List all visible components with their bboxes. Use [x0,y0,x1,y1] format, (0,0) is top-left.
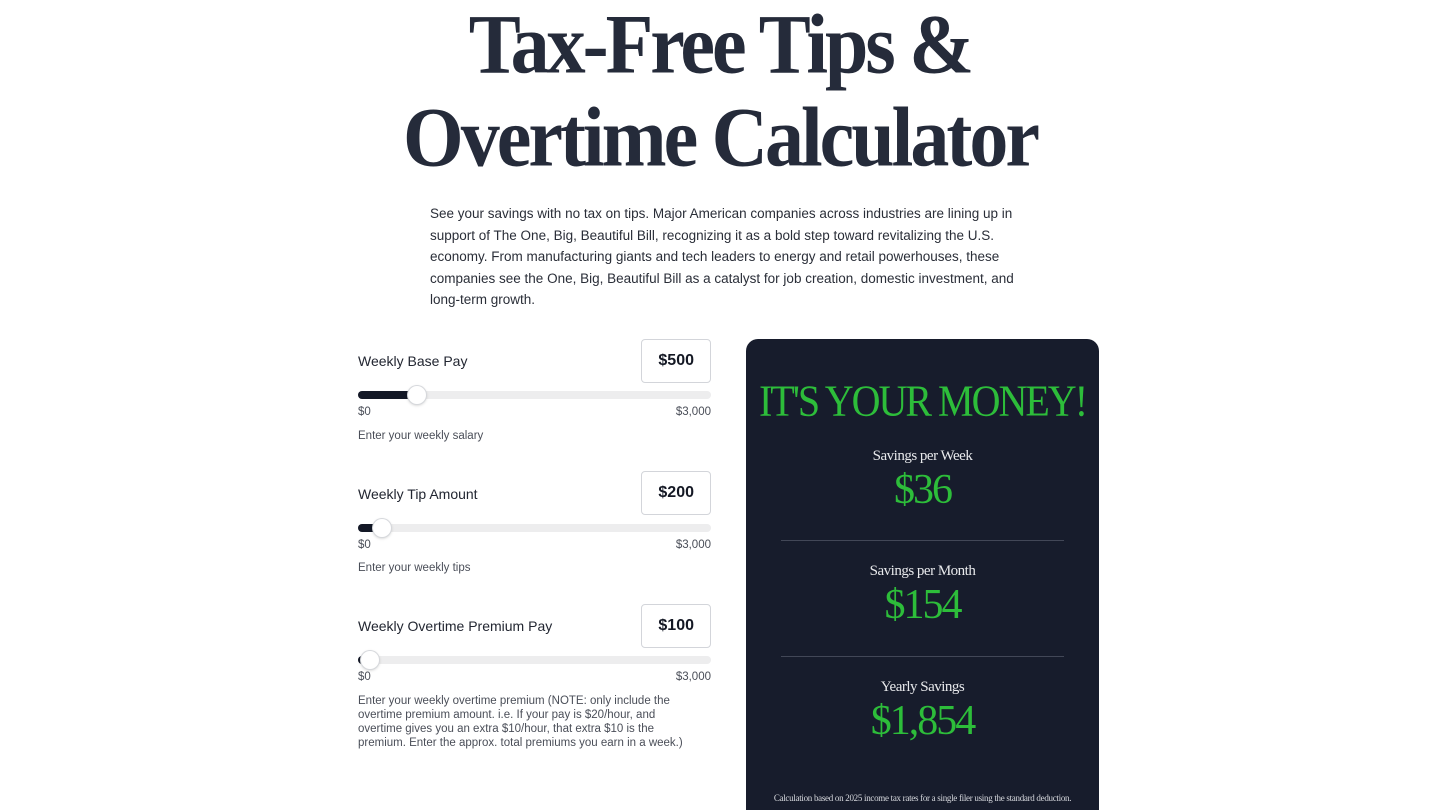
base-pay-input[interactable]: $500 [641,339,711,383]
weekly-savings-value: $36 [894,467,951,513]
tip-amount-control [358,471,711,581]
page-title [0,0,1440,184]
monthly-savings-label: Savings per Month [869,563,976,579]
overtime-slider-thumb[interactable] [361,651,379,669]
page-title-line-2: Overtime Calculator [403,89,1037,184]
overtime-help-text: Enter your weekly overtime premium (NOTE: only include the overtime premium amount. i.e. If your pay is $20/hour, and overtime gives you an extra $10/hour, that extra $10 is the premium. Enter the approx. total premiums you earn in a week.) [358,695,683,749]
overtime-max-label: $3,000 [675,671,711,683]
page-title-line-1: Tax-Free Tips & [468,0,972,91]
weekly-savings [746,448,1099,513]
calculation-footnote: Calculation based on 2025 income tax rates for a single filer using the standard deduction. [773,793,1072,803]
yearly-savings-value: $1,854 [870,698,975,744]
base-pay-control [358,339,711,449]
yearly-savings [746,679,1099,744]
overtime-label: Weekly Overtime Premium Pay [358,618,553,634]
base-pay-min-label: $0 [358,406,371,418]
overtime-slider[interactable] [358,656,711,664]
tip-amount-label: Weekly Tip Amount [358,486,478,502]
weekly-savings-label: Savings per Week [872,448,973,464]
tip-amount-min-label: $0 [358,539,371,551]
overtime-input[interactable]: $100 [641,604,711,648]
yearly-savings-label: Yearly Savings [880,679,965,695]
results-card [746,339,1099,810]
base-pay-slider-thumb[interactable] [408,386,426,404]
tip-amount-help-text: Enter your weekly tips [358,562,471,574]
base-pay-max-label: $3,000 [675,406,711,418]
tip-amount-input[interactable]: $200 [641,471,711,515]
results-headline: IT'S YOUR MONEY! [758,375,1087,426]
base-pay-slider[interactable] [358,391,711,399]
results-divider [781,656,1064,657]
overtime-min-label: $0 [358,671,371,683]
base-pay-help-text: Enter your weekly salary [358,430,484,442]
overtime-control [358,604,711,754]
base-pay-label: Weekly Base Pay [358,353,468,369]
tip-amount-slider-thumb[interactable] [373,519,391,537]
tip-amount-slider[interactable] [358,524,711,532]
results-divider [781,540,1064,541]
monthly-savings [746,563,1099,628]
tip-amount-max-label: $3,000 [675,539,711,551]
intro-paragraph: See your savings with no tax on tips. Major American companies across industries are lining up in support of The One, Big, Beautiful Bill, recognizing it as a bold step toward revitalizing the U.S. economy. From manufacturing giants and tech leaders to energy and retail powerhouses, these companies see the One, Big, Beautiful Bill as a catalyst for job creation, domestic investment, and long-term growth. [430,206,1014,307]
monthly-savings-value: $154 [884,582,961,628]
